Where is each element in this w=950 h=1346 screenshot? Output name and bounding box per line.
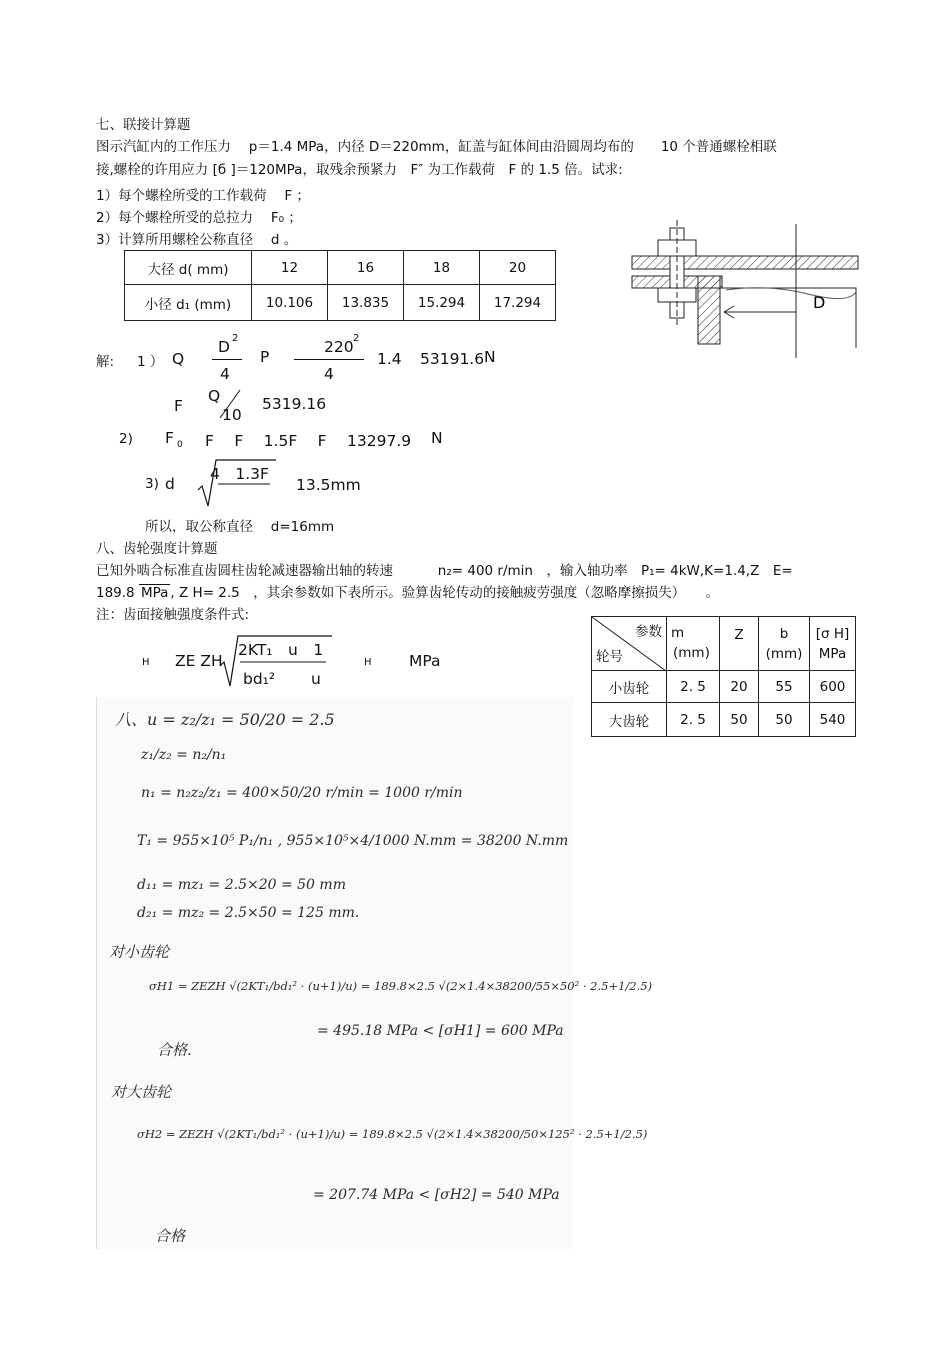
hand-line: = 207.74 MPa < [σH2] = 540 MPa bbox=[313, 1187, 560, 1203]
section7-heading: 七、联接计算题 bbox=[96, 117, 191, 133]
step2-unit: N bbox=[431, 429, 443, 447]
header-param: 参数 bbox=[635, 624, 662, 640]
fraction-bar bbox=[294, 359, 364, 360]
formula-unit: MPa bbox=[409, 652, 441, 670]
sqrt-mpa: MPa bbox=[140, 585, 169, 601]
header-sigma-label: [σ H] bbox=[815, 625, 850, 642]
table-row bbox=[592, 703, 856, 737]
table-header-diagonal bbox=[592, 617, 667, 671]
hand-line: d₁₁ = mz₁ = 2.5×20 = 50 mm bbox=[137, 877, 346, 893]
table-cell: 小齿轮 bbox=[592, 671, 667, 703]
table-cell: 50 bbox=[759, 703, 810, 737]
table-cell: 18 bbox=[404, 251, 480, 285]
hand-line: z₁/z₂ = n₂/n₁ bbox=[141, 747, 227, 763]
table-row-label: 小径 d₁ (mm) bbox=[125, 285, 252, 321]
section8-line2 bbox=[96, 581, 719, 601]
table-cell: 540 bbox=[810, 703, 856, 737]
step1-p: P bbox=[260, 348, 270, 366]
header-m-label: m bbox=[671, 625, 685, 641]
section7-para-line2: 接,螺栓的许用应力 [б ]＝120MPa，取残余预紧力 F″ 为工作载荷 F 的 1.5 倍。试求: bbox=[96, 162, 623, 178]
step1b-ten: 10 bbox=[222, 406, 242, 424]
table-cell: 55 bbox=[759, 671, 810, 703]
formula-numerator: 2KT₁ u 1 bbox=[238, 641, 324, 659]
step1-result: 53191.6 bbox=[420, 350, 485, 368]
section8-line2-rest: , Z H= 2.5 ，其余参数如下表所示。验算齿轮传动的接触疲劳强度（忽略摩擦损失） 。 bbox=[170, 585, 720, 601]
table-cell: 16 bbox=[328, 251, 404, 285]
fraction-bar bbox=[212, 359, 242, 360]
gear-parameter-table bbox=[591, 616, 856, 737]
table-cell: 17.294 bbox=[480, 285, 556, 321]
step2-number: 2) bbox=[119, 431, 133, 447]
section8-line1: 已知外啮合标准直齿圆柱齿轮减速器输出轴的转速 n₂= 400 r/min ，输入轴功率 P₁= 4kW,K=1.4,Z E= bbox=[96, 563, 793, 579]
ze-value: 189.8 bbox=[96, 585, 139, 601]
formula-ze-zh: ZE ZH bbox=[175, 652, 223, 670]
hand-line: 对大齿轮 bbox=[111, 1083, 172, 1101]
question-2: 2）每个螺栓所受的总拉力 F₀ ； bbox=[96, 210, 302, 226]
hand-line: n₁ = n₂z₂/z₁ = 400×50/20 r/min = 1000 r/min bbox=[141, 785, 463, 801]
conclusion-text: 所以，取公称直径 d=16mm bbox=[145, 519, 335, 535]
table-cell: 10.106 bbox=[252, 285, 328, 321]
step1b-result: 5319.16 bbox=[262, 395, 327, 413]
header-m-unit: (mm) bbox=[673, 645, 710, 661]
step1-number: 1 ） bbox=[137, 354, 164, 370]
step1-pressure: 1.4 bbox=[377, 350, 402, 368]
hand-line: 八、u = z₂/z₁ = 50/20 = 2.5 bbox=[115, 710, 335, 729]
step1b-f: F bbox=[174, 397, 183, 415]
header-sigma bbox=[810, 617, 856, 671]
table-cell: 13.835 bbox=[328, 285, 404, 321]
table-cell: 2. 5 bbox=[667, 703, 720, 737]
cylinder-bolt-figure bbox=[628, 218, 860, 360]
table-cell: 20 bbox=[720, 671, 759, 703]
header-b-label: b bbox=[779, 625, 789, 642]
step1-sup: 2 bbox=[232, 333, 239, 344]
formula-note: 注：齿面接触强度条件式: bbox=[96, 607, 250, 623]
header-z: Z bbox=[720, 617, 759, 671]
table-cell: 20 bbox=[480, 251, 556, 285]
header-m bbox=[667, 617, 720, 671]
step1-unit: N bbox=[484, 348, 496, 366]
table-cell: 大齿轮 bbox=[592, 703, 667, 737]
step3-result: 13.5mm bbox=[296, 476, 361, 494]
formula-sigma-h: H bbox=[142, 657, 150, 668]
section8-heading: 八、齿轮强度计算题 bbox=[96, 541, 218, 557]
step1-sup-b: 2 bbox=[353, 333, 360, 344]
bolt-diameter-table bbox=[124, 250, 556, 321]
header-wheel: 轮号 bbox=[596, 649, 623, 665]
table-cell: 15.294 bbox=[404, 285, 480, 321]
header-b-unit: (mm) bbox=[765, 645, 803, 662]
hand-line: 合格 bbox=[155, 1227, 186, 1245]
hand-line: T₁ = 955×10⁵ P₁/n₁ , 955×10⁵×4/1000 N.mm = 38200 N.mm bbox=[137, 833, 569, 849]
step2-expression: F F 1.5F F 13297.9 bbox=[205, 432, 412, 450]
step1-q: Q bbox=[172, 350, 185, 368]
hand-line: σH2 = ZEZH √(2KT₁/bd₁² · (u+1)/u) = 189.8×2.5 √(2×1.4×38200/50×125² · 2.5+1/2.5) bbox=[137, 1127, 648, 1141]
formula-allowable-h: H bbox=[364, 657, 372, 668]
step1-four: 4 bbox=[220, 365, 230, 383]
header-b bbox=[759, 617, 810, 671]
step2-f0: F bbox=[165, 429, 174, 447]
step1-d: D bbox=[218, 338, 230, 356]
formula-denominator: bd₁² u bbox=[243, 670, 321, 688]
table-cell: 12 bbox=[252, 251, 328, 285]
hand-line: σH1 = ZEZH √(2KT₁/bd₁² · (u+1)/u) = 189.8×2.5 √(2×1.4×38200/55×50² · 2.5+1/2.5) bbox=[149, 979, 653, 993]
table-cell: 2. 5 bbox=[667, 671, 720, 703]
step3-numerator: 4 1.3F bbox=[210, 465, 269, 483]
step1b-q: Q bbox=[208, 387, 221, 405]
question-3: 3）计算所用螺栓公称直径 d 。 bbox=[96, 232, 298, 248]
step3-d: d bbox=[165, 475, 175, 493]
hand-line: d₂₁ = mz₂ = 2.5×50 = 125 mm. bbox=[137, 905, 360, 921]
section7-para-line1: 图示汽缸内的工作压力 p＝1.4 MPa，内径 D＝220mm，缸盖与缸体间由沿圆周均布的 10 个普通螺栓相联 bbox=[96, 139, 777, 155]
handwritten-solution-scan bbox=[96, 697, 653, 1249]
figure-label-d: D bbox=[813, 293, 826, 312]
step2-sub: 0 bbox=[177, 440, 183, 450]
solution-label: 解: bbox=[96, 354, 115, 370]
question-1: 1）每个螺栓所受的工作载荷 F ； bbox=[96, 188, 310, 204]
table-cell: 600 bbox=[810, 671, 856, 703]
header-sigma-unit: MPa bbox=[818, 645, 847, 662]
step1-220: 220 bbox=[324, 338, 354, 356]
table-row bbox=[592, 671, 856, 703]
hand-line: = 495.18 MPa < [σH1] = 600 MPa bbox=[317, 1023, 564, 1039]
table-row-label: 大径 d( mm) bbox=[125, 251, 252, 285]
step1-four-b: 4 bbox=[324, 365, 334, 383]
step3-number: 3) bbox=[145, 476, 159, 492]
hand-line: 对小齿轮 bbox=[109, 943, 170, 961]
hand-line: 合格. bbox=[157, 1041, 192, 1059]
table-cell: 50 bbox=[720, 703, 759, 737]
